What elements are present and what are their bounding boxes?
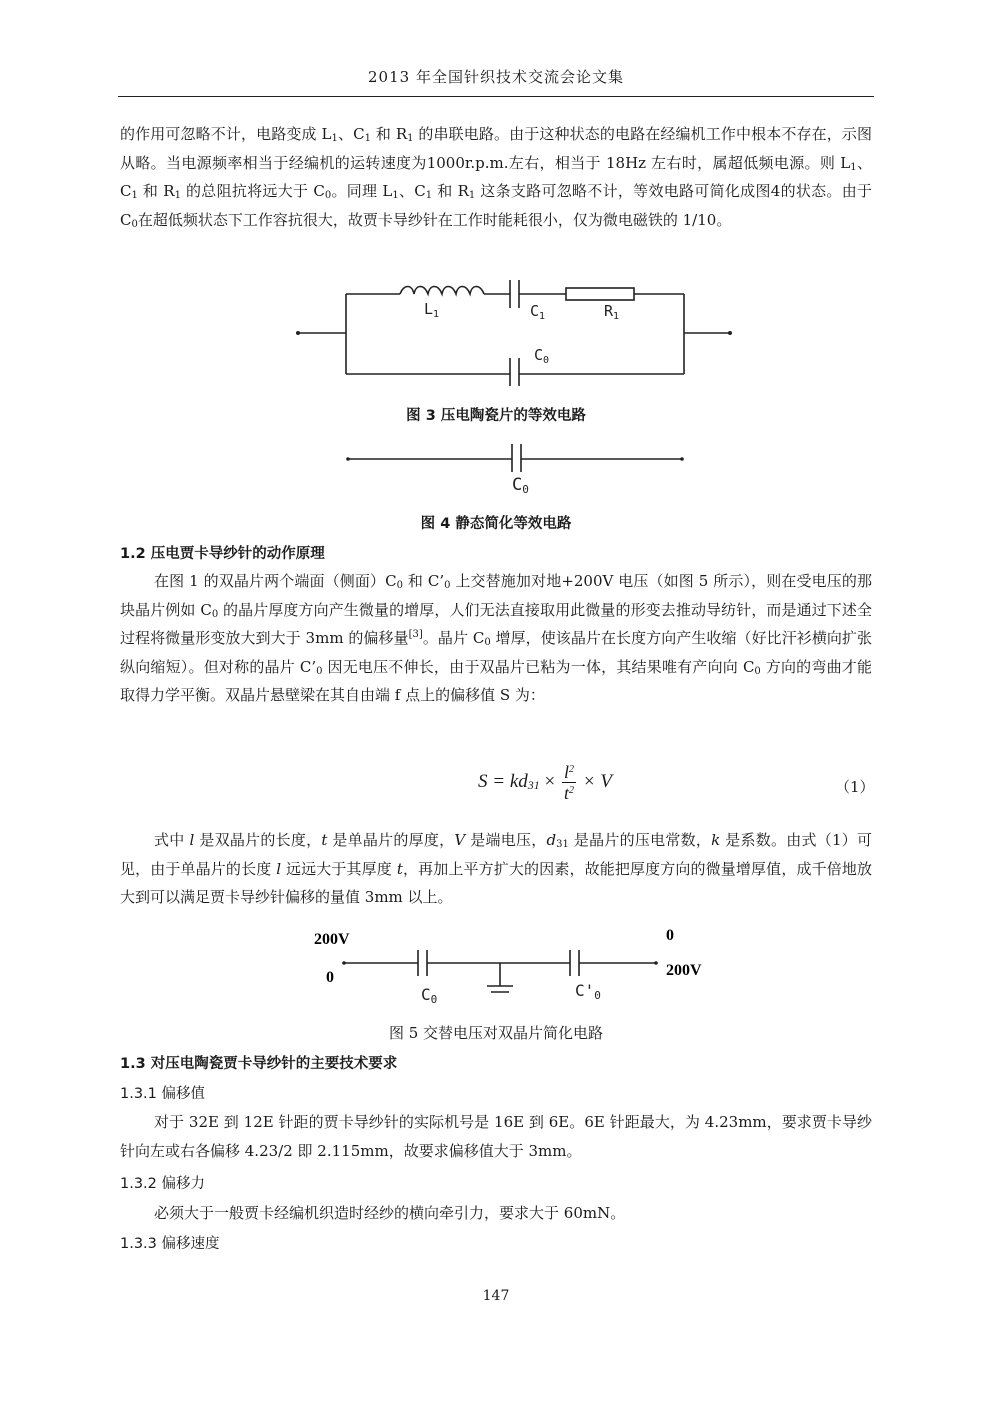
inductor-coil: [400, 287, 484, 295]
label-right-0: 0: [666, 927, 674, 944]
section-1-3-1-paragraph: 对于 32E 到 12E 针距的贾卡导纱针的实际机号是 16E 到 6E。6E 针距最大，为 4.23mm，要求贾卡导纱针向左或右各偏移 4.23/2 即 2.115mm，故要求偏移值大于 3mm。: [120, 1113, 872, 1160]
section-1-3-heading: 1.3 对压电陶瓷贾卡导纱针的主要技术要求: [120, 1056, 398, 1072]
label-c0: $C_0$: [534, 346, 550, 366]
header-rule: [118, 96, 874, 97]
intro-paragraph: 的作用可忽略不计，电路变成 $L_1$、$C_1$ 和 $R_1$ 的串联电路。由于这种状态的电路在经编机工作中根本不存在，示图从略。当电源频率相当于经编机的运转速度为1000r.p.m.左右，相当于 18Hz 左右时，属超低频电源。则 $L_1$、$C_1$ 和 $R_1$ 的总阻抗将远大于 $C_0$。同理 $L_1$、$C_1$ 和 $R_1$ 这条支路可忽略不计，等效电路可简化成图4的状态。由于$C_0$在超低频状态下工作容抗很大，故贾卡导纱针在工作时能耗很小，仅为微电磁铁的 1/10。: [120, 125, 873, 230]
page-number: 147: [482, 1288, 510, 1304]
resistor-r1: [566, 288, 634, 300]
section-1-3-1-heading: 1.3.1 偏移值: [120, 1086, 206, 1102]
label-right-200v: 200V: [666, 962, 702, 979]
running-header: 2013 年全国针织技术交流会论文集: [368, 68, 624, 86]
section-1-3-3-heading: 1.3.3 偏移速度: [120, 1236, 220, 1252]
label-c1: $C_1$: [530, 302, 546, 322]
label-c0: C0: [512, 475, 529, 496]
figure4-caption: 图 4 静态简化等效电路: [420, 516, 572, 532]
label-r1: $R_1$: [604, 302, 620, 322]
equation-1: $S = kd_{31}$ × $\frac{l^2}{t^2}$ × V: [478, 762, 612, 803]
figure4-circuit: [340, 440, 690, 500]
explanation-paragraph: 式中 l 是双晶片的长度，t 是单晶片的厚度，V 是端电压，$d_{31}$ 是晶片的压电常数，k 是系数。由式（1）可见，由于单晶片的长度 l 远远大于其厚度 t，再加上平方扩大的因素，故能把厚度方向的微量增厚值，成千倍地放大到可以满足贾卡导纱针偏移的量值 3mm 以上。: [120, 831, 872, 906]
label-c0: C0: [421, 985, 438, 1006]
figure5-circuit: [300, 920, 730, 1008]
label-c0-prime: C'0: [575, 981, 601, 1002]
figure3-circuit: [290, 276, 740, 386]
section-1-2-paragraph: 在图 1 的双晶片两个端面（侧面）$C_0$ 和 $C’_0$ 上交替施加对地+200V 电压（如图 5 所示），则在受电压的那块晶片例如 $C_0$ 的晶片厚度方向产生微量的增厚，人们无法直接取用此微量的形变去推动导纺针，而是通过下述全过程将微量形变放大到大于 3mm 的偏移量[3]。晶片 $C_0$ 增厚，使该晶片在长度方向产生收缩（好比汗衫横向扩张纵向缩短）。但对称的晶片 $C’_0$ 因无电压不伸长，由于双晶片已粘为一体，其结果唯有产向向 $C_0$ 方向的弯曲才能取得力学平衡。双晶片悬壁梁在其自由端 f 点上的偏移值 S 为：: [120, 572, 872, 704]
equation-number: （1）: [835, 778, 875, 796]
figure3-caption: 图 3 压电陶瓷片的等效电路: [406, 408, 586, 424]
label-left-200v: 200V: [314, 931, 350, 948]
section-1-3-2-heading: 1.3.2 偏移力: [120, 1176, 206, 1192]
section-1-3-2-paragraph: 必须大于一般贾卡经编机织造时经纱的横向牵引力，要求大于 60mN。: [154, 1204, 626, 1222]
label-left-0: 0: [326, 969, 334, 986]
section-1-2-heading: 1.2 压电贾卡导纱针的动作原理: [120, 546, 325, 562]
label-l1: $L_1$: [424, 300, 440, 320]
figure5-caption: 图 5 交替电压对双晶片简化电路: [388, 1024, 604, 1042]
